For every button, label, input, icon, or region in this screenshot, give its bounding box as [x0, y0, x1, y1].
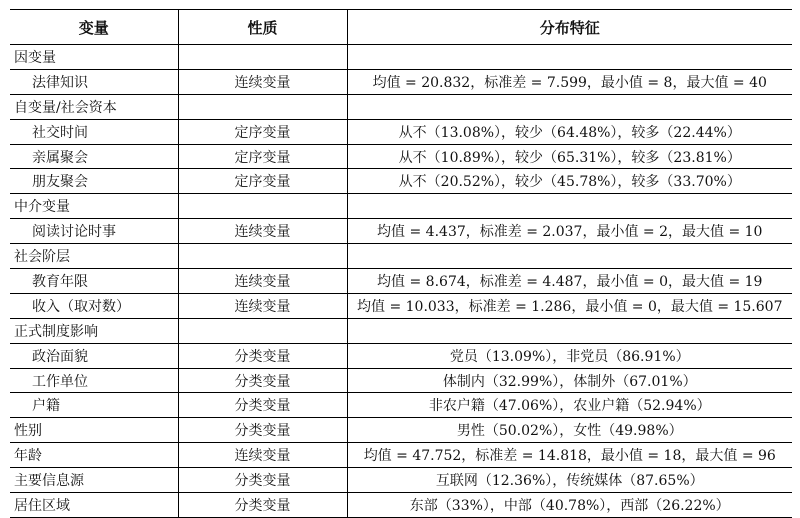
variable-cell: 中介变量	[10, 194, 178, 219]
variable-table-container	[10, 9, 792, 518]
distribution-cell	[347, 45, 792, 70]
table-row	[10, 293, 792, 318]
nature-cell: 分类变量	[178, 343, 347, 368]
header-nature: 性质	[178, 10, 347, 45]
table-row	[10, 343, 792, 368]
variable-cell: 社交时间	[10, 119, 178, 144]
distribution-cell: 均值 = 47.752，标准差 = 14.818，最小值 = 18，最大值 = 96	[347, 443, 792, 468]
distribution-cell: 均值 = 10.033，标准差 = 1.286，最小值 = 0，最大值 = 15.607	[347, 293, 792, 318]
nature-cell	[178, 45, 347, 70]
distribution-cell: 党员（13.09%），非党员（86.91%）	[347, 343, 792, 368]
header-variable: 变量	[10, 10, 178, 45]
table-row	[10, 443, 792, 468]
table-row	[10, 219, 792, 244]
distribution-cell: 从不（10.89%），较少（65.31%），较多（23.81%）	[347, 144, 792, 169]
table-row	[10, 393, 792, 418]
variable-cell: 正式制度影响	[10, 318, 178, 343]
distribution-cell: 均值 = 4.437，标准差 = 2.037，最小值 = 2，最大值 = 10	[347, 219, 792, 244]
nature-cell: 分类变量	[178, 468, 347, 493]
table-row	[10, 169, 792, 194]
nature-cell	[178, 194, 347, 219]
nature-cell: 定序变量	[178, 169, 347, 194]
nature-cell: 连续变量	[178, 69, 347, 94]
distribution-cell: 互联网（12.36%），传统媒体（87.65%）	[347, 468, 792, 493]
variable-cell: 性别	[10, 418, 178, 443]
table-row	[10, 468, 792, 493]
nature-cell	[178, 94, 347, 119]
nature-cell	[178, 318, 347, 343]
table-row	[10, 94, 792, 119]
nature-cell	[178, 244, 347, 269]
distribution-cell: 从不（20.52%），较少（45.78%），较多（33.70%）	[347, 169, 792, 194]
nature-cell: 分类变量	[178, 393, 347, 418]
table-row	[10, 144, 792, 169]
table-row	[10, 318, 792, 343]
table-row	[10, 45, 792, 70]
distribution-cell	[347, 94, 792, 119]
variable-cell: 法律知识	[10, 69, 178, 94]
nature-cell: 连续变量	[178, 269, 347, 294]
variable-cell: 工作单位	[10, 368, 178, 393]
nature-cell: 连续变量	[178, 443, 347, 468]
nature-cell: 分类变量	[178, 368, 347, 393]
table-header-row	[10, 10, 792, 45]
distribution-cell: 东部（33%），中部（40.78%），西部（26.22%）	[347, 493, 792, 518]
nature-cell: 分类变量	[178, 493, 347, 518]
nature-cell: 定序变量	[178, 144, 347, 169]
table-row	[10, 418, 792, 443]
distribution-cell: 均值 = 20.832，标准差 = 7.599，最小值 = 8，最大值 = 40	[347, 69, 792, 94]
table-row	[10, 69, 792, 94]
distribution-cell: 从不（13.08%），较少（64.48%），较多（22.44%）	[347, 119, 792, 144]
table-row	[10, 119, 792, 144]
variable-cell: 年龄	[10, 443, 178, 468]
distribution-cell	[347, 194, 792, 219]
variable-cell: 教育年限	[10, 269, 178, 294]
table-body	[10, 45, 792, 518]
table-row	[10, 244, 792, 269]
variable-cell: 阅读讨论时事	[10, 219, 178, 244]
nature-cell: 定序变量	[178, 119, 347, 144]
variable-cell: 朋友聚会	[10, 169, 178, 194]
distribution-cell	[347, 318, 792, 343]
variable-cell: 政治面貌	[10, 343, 178, 368]
variable-cell: 亲属聚会	[10, 144, 178, 169]
distribution-cell: 体制内（32.99%），体制外（67.01%）	[347, 368, 792, 393]
variable-cell: 居住区域	[10, 493, 178, 518]
variable-cell: 主要信息源	[10, 468, 178, 493]
variable-cell: 自变量/社会资本	[10, 94, 178, 119]
nature-cell: 分类变量	[178, 418, 347, 443]
variable-cell: 社会阶层	[10, 244, 178, 269]
distribution-cell: 男性（50.02%），女性（49.98%）	[347, 418, 792, 443]
header-distribution: 分布特征	[347, 10, 792, 45]
variable-cell: 户籍	[10, 393, 178, 418]
distribution-cell	[347, 244, 792, 269]
distribution-cell: 均值 = 8.674，标准差 = 4.487，最小值 = 0，最大值 = 19	[347, 269, 792, 294]
nature-cell: 连续变量	[178, 293, 347, 318]
variable-cell: 收入（取对数）	[10, 293, 178, 318]
table-row	[10, 368, 792, 393]
nature-cell: 连续变量	[178, 219, 347, 244]
table-row	[10, 269, 792, 294]
variable-table	[10, 9, 792, 518]
table-row	[10, 194, 792, 219]
distribution-cell: 非农户籍（47.06%），农业户籍（52.94%）	[347, 393, 792, 418]
variable-cell: 因变量	[10, 45, 178, 70]
